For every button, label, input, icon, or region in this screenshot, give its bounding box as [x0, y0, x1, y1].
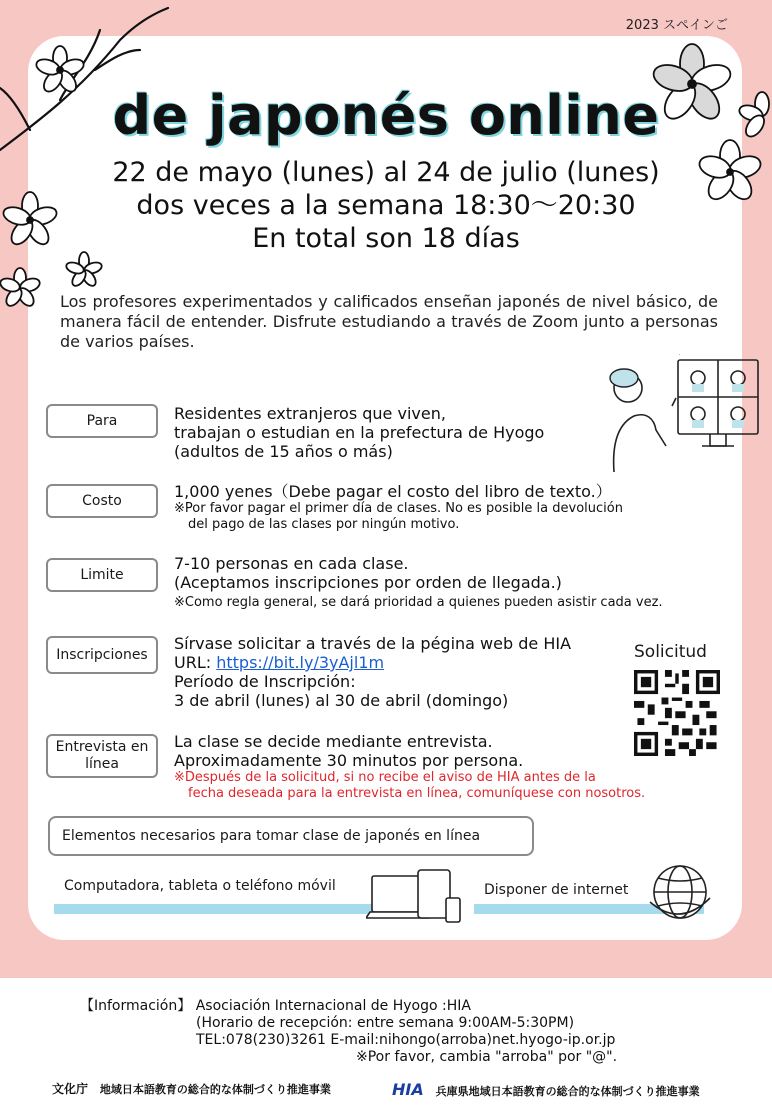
costo-text: [174, 482, 623, 533]
schedule-block: [0, 156, 772, 255]
contact-line: 【Información】 Asociación Internacional de Hyogo :HIA: [80, 998, 471, 1014]
dates-line: 22 de mayo (lunes) al 24 de julio (lunes): [112, 157, 660, 188]
para-text: [174, 404, 544, 461]
url-line: [174, 653, 571, 672]
costo-note: ※Por favor pagar el primer día de clases. No es posible la devolución: [174, 501, 623, 516]
entrevista-note: ※Después de la solicitud, si no recibe el aviso de HIA antes de la: [174, 770, 596, 785]
contact-phone-email: TEL:078(230)3261 E-mail:nihongo(arroba)net.hyogo-ip.or.jp: [196, 1032, 616, 1048]
label-entrevista: [46, 734, 158, 778]
sponsor-left-text: 地域日本語教育の総合的な体制づくり推進事業: [99, 1083, 331, 1096]
label-inscripciones: Inscripciones: [46, 636, 158, 674]
label-costo: Costo: [46, 484, 158, 518]
hia-logo: HIA: [392, 1080, 424, 1099]
para-line: Residentes extranjeros que viven,: [174, 404, 446, 423]
device-label: Computadora, tableta o teléfono móvil: [64, 878, 336, 894]
limite-note: ※Como regla general, se dará prioridad a quienes pueden asistir cada vez.: [174, 595, 663, 610]
contact-hours: (Horario de recepción: entre semana 9:00AM-5:30PM): [196, 1015, 575, 1031]
costo-line: 1,000 yenes（Debe pagar el costo del libro de texto.）: [174, 482, 612, 501]
bunkacho-logo: 文化庁: [52, 1082, 89, 1096]
entrevista-line: La clase se decide mediante entrevista.: [174, 732, 493, 751]
limite-line: 7-10 personas en cada clase.: [174, 554, 409, 573]
online-class-illustration: [594, 354, 770, 472]
requirements-title: Elementos necesarios para tomar clase de japonés en línea: [48, 816, 534, 856]
globe-icon: [646, 858, 712, 926]
intro-paragraph: Los profesores experimentados y calificados enseñan japonés de nivel básico, de manera fácil de entender. Disfrute estudiando a través de Zoom junto a personas de varios países.: [60, 292, 718, 351]
inscripciones-line: 3 de abril (lunes) al 30 de abril (domingo): [174, 691, 509, 710]
label-limite: Limite: [46, 558, 158, 592]
para-line: (adultos de 15 años o más): [174, 442, 393, 461]
sponsor-right-text: 兵庫県地域日本語教育の総合的な体制づくり推進事業: [435, 1085, 700, 1098]
devices-icon: [366, 866, 466, 926]
internet-label: Disponer de internet: [484, 882, 629, 898]
label-entrevista-line: Entrevista en: [55, 739, 149, 755]
sponsor-left: [52, 1080, 331, 1097]
entrevista-line: Aproximadamente 30 minutos por persona.: [174, 751, 524, 770]
limite-text: [174, 554, 663, 611]
label-entrevista-line: línea: [85, 756, 119, 772]
total-days-line: En total son 18 días: [252, 223, 520, 254]
contact-note: ※Por favor, cambia "arroba" por "@".: [356, 1049, 618, 1065]
page-title: de japonés online: [112, 84, 660, 147]
inscripciones-text: [174, 634, 571, 710]
para-line: trabajan o estudian en la prefectura de Hyogo: [174, 423, 545, 442]
frequency-line: dos veces a la semana 18:30～20:30: [136, 190, 636, 221]
sakura-branch-icon: [0, 0, 180, 310]
application-link[interactable]: https://bit.ly/3yAjl1m: [216, 653, 385, 672]
contact-info: [80, 998, 617, 1066]
qr-caption: Solicitud: [634, 642, 707, 662]
qr-code-icon[interactable]: [634, 670, 720, 756]
inscripciones-line: Sírvase solicitar a través de la pégina web de HIA: [174, 634, 572, 653]
label-para: Para: [46, 404, 158, 438]
limite-line: (Aceptamos inscripciones por orden de llegada.): [174, 573, 562, 592]
inscripciones-line: Período de Inscripción:: [174, 672, 356, 691]
url-prefix: URL:: [174, 653, 217, 672]
costo-note: del pago de las clases por ningún motivo.: [188, 517, 460, 532]
sponsor-right: [392, 1080, 700, 1099]
entrevista-text: [174, 732, 645, 802]
year-tag: 2023 スペインご: [625, 18, 728, 33]
entrevista-note: fecha deseada para la entrevista en línea, comuníquese con nosotros.: [188, 786, 646, 801]
device-bar: [54, 904, 384, 914]
